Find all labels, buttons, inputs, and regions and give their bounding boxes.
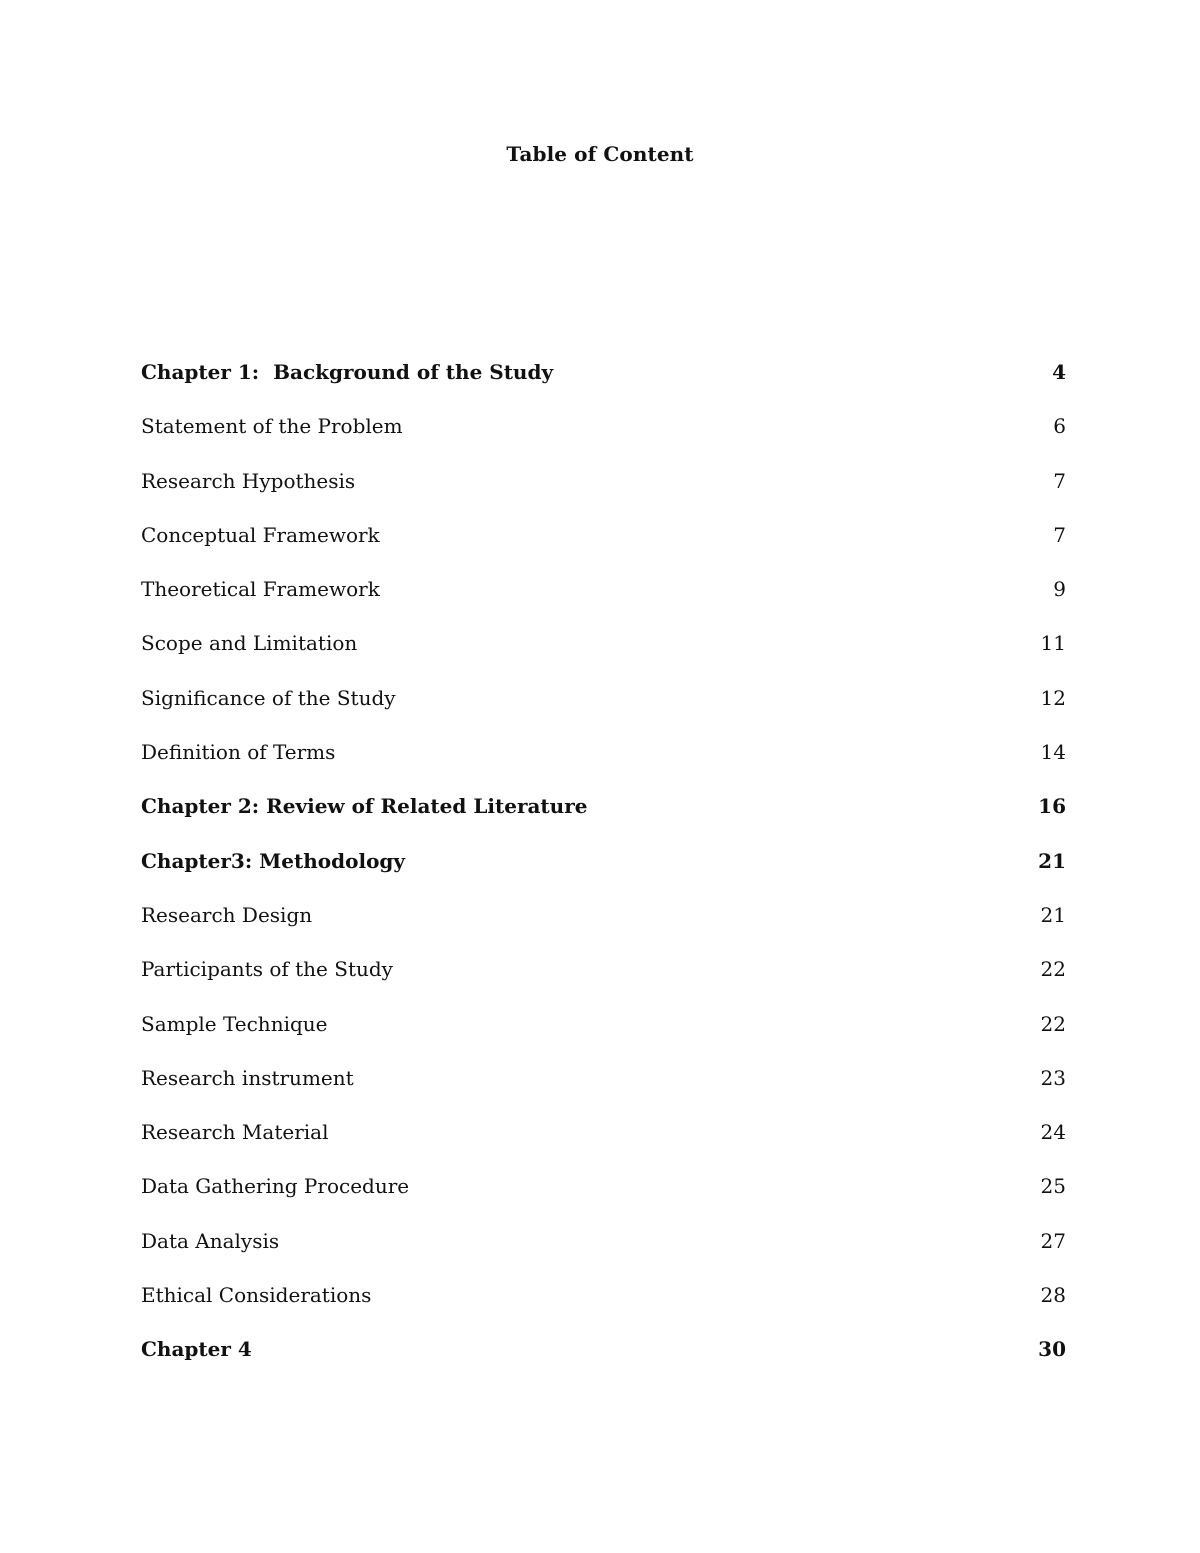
toc-entry-label: Ethical Considerations xyxy=(141,1283,372,1308)
toc-entry-label: Chapter3: Methodology xyxy=(141,848,406,873)
toc-entry-label: Research instrument xyxy=(141,1065,354,1090)
toc-entry-label: Significance of the Study xyxy=(141,685,396,710)
toc-entry-chapter-2 xyxy=(141,792,1066,846)
toc-entry-page: 11 xyxy=(1040,631,1066,656)
toc-entry-significance-of-study xyxy=(141,684,1066,738)
toc-entry-page: 9 xyxy=(1053,577,1066,602)
toc-entry-definition-of-terms xyxy=(141,738,1066,792)
toc-entry-page: 21 xyxy=(1040,902,1066,927)
toc-entry-label: Statement of the Problem xyxy=(141,414,403,439)
toc-entry-page: 12 xyxy=(1040,685,1066,710)
toc-entry-statement-of-problem xyxy=(141,412,1066,466)
toc-entry-label: Conceptual Framework xyxy=(141,522,380,547)
toc-entry-page: 28 xyxy=(1040,1283,1066,1308)
toc-entry-label: Participants of the Study xyxy=(141,957,393,982)
toc-entry-data-gathering xyxy=(141,1172,1066,1226)
toc-entry-label: Data Gathering Procedure xyxy=(141,1174,410,1199)
toc-entry-chapter-4 xyxy=(141,1335,1066,1389)
toc-entry-page: 7 xyxy=(1053,522,1066,547)
toc-entry-sample-technique xyxy=(141,1010,1066,1064)
toc-entry-page: 4 xyxy=(1052,360,1066,384)
page-title: Table of Content xyxy=(506,142,694,166)
toc-entry-research-design xyxy=(141,901,1066,955)
toc-entry-research-instrument xyxy=(141,1064,1066,1118)
toc-entry-label: Data Analysis xyxy=(141,1228,280,1253)
toc-entry-label: Research Hypothesis xyxy=(141,468,356,493)
toc-entry-page: 25 xyxy=(1040,1174,1066,1199)
toc-entry-page: 7 xyxy=(1053,468,1066,493)
toc-entry-conceptual-framework xyxy=(141,521,1066,575)
toc-entry-chapter-3 xyxy=(141,847,1066,901)
toc-entry-chapter-1 xyxy=(141,358,1066,412)
toc-entry-research-hypothesis xyxy=(141,467,1066,521)
toc-entry-data-analysis xyxy=(141,1227,1066,1281)
toc-entry-ethical-considerations xyxy=(141,1281,1066,1335)
toc-entry-page: 22 xyxy=(1040,957,1066,982)
toc-entry-page: 30 xyxy=(1038,1337,1066,1362)
toc-entry-label: Research Design xyxy=(141,902,313,927)
toc-entry-label: Theoretical Framework xyxy=(141,577,380,602)
toc-entry-label: Definition of Terms xyxy=(141,740,336,765)
toc-entry-label: Research Material xyxy=(141,1120,329,1145)
toc-entry-page: 22 xyxy=(1040,1011,1066,1036)
toc-entry-label: Chapter 4 xyxy=(141,1337,252,1362)
toc-entry-page: 14 xyxy=(1040,740,1066,765)
toc-entry-scope-and-limitation xyxy=(141,629,1066,683)
toc-entry-theoretical-framework xyxy=(141,575,1066,629)
table-of-contents xyxy=(141,358,1066,1390)
toc-entry-participants xyxy=(141,955,1066,1009)
toc-entry-label: Chapter 2: Review of Related Literature xyxy=(141,794,588,819)
toc-entry-page: 23 xyxy=(1040,1065,1066,1090)
toc-entry-page: 24 xyxy=(1040,1120,1066,1145)
toc-entry-page: 27 xyxy=(1040,1228,1066,1253)
toc-entry-label: Sample Technique xyxy=(141,1011,328,1036)
toc-entry-page: 6 xyxy=(1053,414,1066,439)
toc-entry-page: 21 xyxy=(1038,848,1066,873)
toc-entry-page: 16 xyxy=(1038,794,1066,819)
toc-entry-research-material xyxy=(141,1118,1066,1172)
toc-entry-label: Chapter 1: Background of the Study xyxy=(141,360,554,384)
toc-entry-label: Scope and Limitation xyxy=(141,631,358,656)
